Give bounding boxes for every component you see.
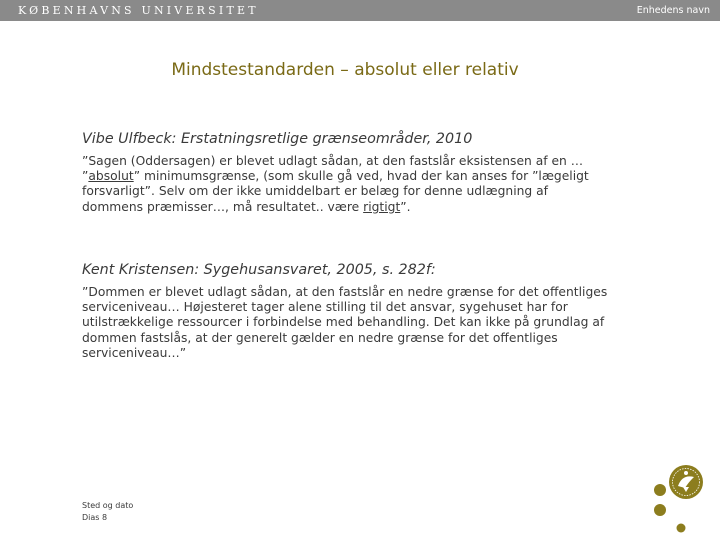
- citation-author: Vibe Ulfbeck: Erstatningsretlige grænseområder, 2010: [82, 131, 473, 147]
- footer-place-date: Sted og dato: [82, 501, 134, 510]
- slide-footer: [82, 500, 133, 523]
- unit-name: Enhedens navn: [636, 5, 710, 16]
- university-name: KØBENHAVNS UNIVERSITET: [18, 4, 259, 17]
- quote-text: ” minimumsgrænse, (som skulle gå ved, hvad der kan anses for ”lægeligt forsvarligt”. Selv om der ikke umiddelbart er belæg for denne udlægning af dommens præmisser…, må resultatet.. være: [82, 169, 589, 214]
- quote-text: ”Dommen er blevet udlagt sådan, at den fastslår en nedre grænse for det offentliges serviceniveau… Højesteret tager alene stilling til det ansvar, sygehuset har for utilstrækkelige ressourcer i forbindelse med behandling. Det kan ikke på grundlag af dommen fastslås, at der generelt gælder en nedre grænse for det offentliges serviceniveau…”: [82, 285, 608, 360]
- quote-underlined-word: absolut: [88, 169, 134, 184]
- citation-block-kristensen: [82, 261, 612, 361]
- citation-block-ulfbeck: [82, 130, 612, 215]
- quote-underlined-word: rigtigt: [363, 199, 401, 214]
- university-seal-icon: [650, 460, 712, 535]
- citation-quote: [82, 154, 612, 215]
- slide-title: Mindstestandarden – absolut eller relativ: [171, 60, 519, 80]
- top-banner: [0, 0, 720, 21]
- citation-quote: [82, 285, 612, 361]
- citation-author: Kent Kristensen: Sygehusansvaret, 2005, s. 282f:: [82, 262, 436, 278]
- quote-text: ”.: [400, 199, 411, 214]
- footer-slide-number: Dias 8: [82, 512, 108, 522]
- quote-text: ”Sagen (Oddersagen) er blevet udlagt sådan, at den fastslår eksistensen af en … ”: [82, 154, 584, 184]
